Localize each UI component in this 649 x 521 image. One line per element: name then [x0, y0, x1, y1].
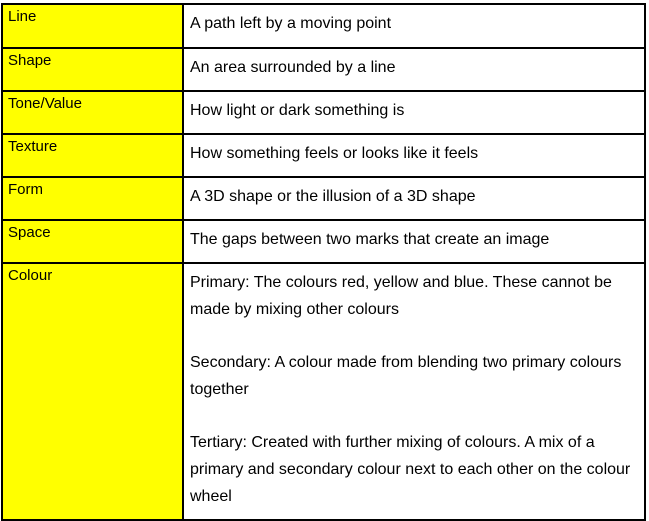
definition-cell: How something feels or looks like it feels — [183, 134, 645, 177]
table-row — [2, 177, 645, 220]
definition-cell-colour — [183, 263, 645, 520]
elements-of-art-table — [1, 3, 646, 521]
table-row — [2, 220, 645, 263]
table-row — [2, 48, 645, 91]
table-row — [2, 4, 645, 48]
term-cell: Space — [2, 220, 183, 263]
definition-cell: A 3D shape or the illusion of a 3D shape — [183, 177, 645, 220]
table-row — [2, 134, 645, 177]
secondary-colour-paragraph: Secondary: A colour made from blending two primary colours together — [190, 354, 622, 398]
definition-cell: A path left by a moving point — [183, 4, 645, 48]
term-cell: Form — [2, 177, 183, 220]
term-cell: Colour — [2, 263, 183, 520]
table-row — [2, 263, 645, 520]
tertiary-colour-paragraph: Tertiary: Created with further mixing of colours. A mix of a primary and secondary colour next to each other on the colour wheel — [190, 434, 631, 505]
term-cell: Line — [2, 4, 183, 48]
definition-cell: The gaps between two marks that create an image — [183, 220, 645, 263]
table-row — [2, 91, 645, 134]
definition-cell: An area surrounded by a line — [183, 48, 645, 91]
term-cell: Shape — [2, 48, 183, 91]
term-cell: Tone/Value — [2, 91, 183, 134]
term-cell: Texture — [2, 134, 183, 177]
definition-cell: How light or dark something is — [183, 91, 645, 134]
primary-colour-paragraph: Primary: The colours red, yellow and blue. These cannot be made by mixing other colours — [190, 274, 612, 318]
